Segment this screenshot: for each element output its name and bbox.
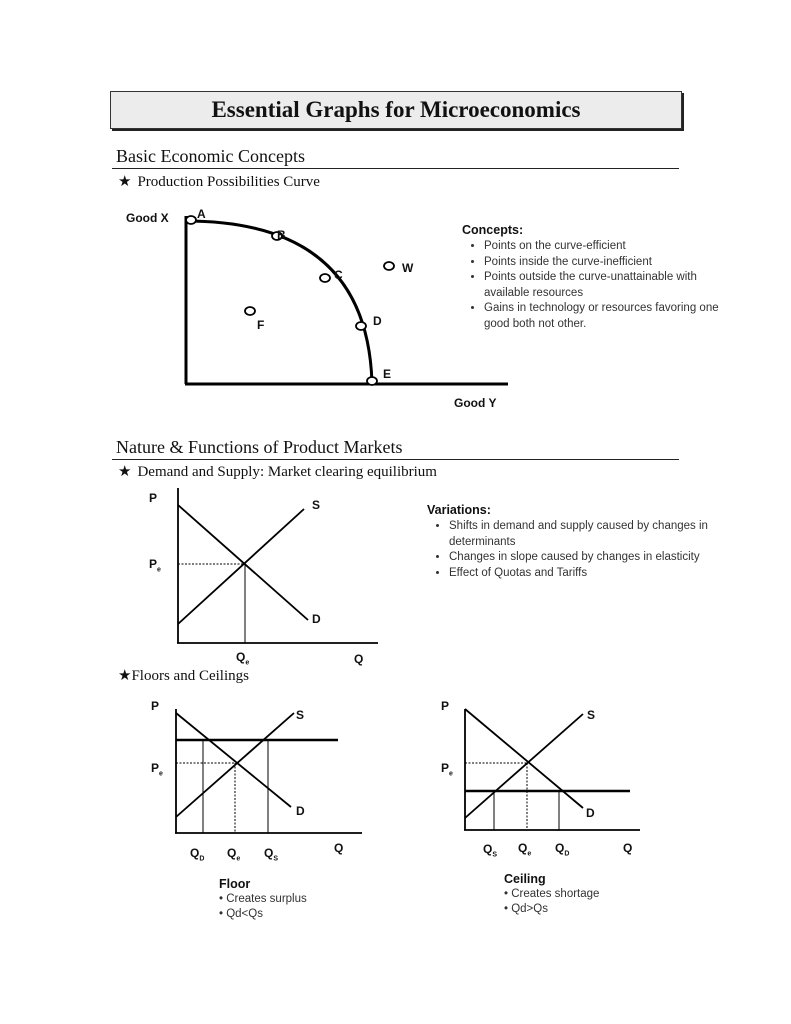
ppc-y-axis-label: Good X bbox=[126, 211, 169, 225]
subheading-demand-supply-bold: Demand and Supply bbox=[137, 464, 260, 480]
star-icon: ★ bbox=[118, 668, 132, 684]
ceiling-note-line: • Creates shortage bbox=[504, 888, 600, 900]
point-f-label: F bbox=[257, 318, 265, 332]
point-w-label: W bbox=[402, 261, 414, 275]
ppc-x-axis-label: Good Y bbox=[454, 396, 497, 410]
ceiling-qs-label: $Q_S$ bbox=[483, 842, 498, 859]
floor-qe-label: $Q_e$ bbox=[227, 846, 241, 863]
page-title: Essential Graphs for Microeconomics bbox=[211, 97, 581, 122]
variation-item: • Effect of Quotas and Tariffs bbox=[449, 566, 727, 582]
floor-pe-label: $P_e$ bbox=[151, 761, 163, 778]
ds-qe-label: $Q_e$ bbox=[236, 650, 250, 667]
floor-title: Floor bbox=[219, 877, 251, 891]
point-e-label: E bbox=[383, 367, 392, 381]
star-icon: ★ bbox=[118, 464, 132, 480]
ds-d-label: D bbox=[312, 612, 321, 626]
variation-item: • Shifts in demand and supply caused by changes in determinants bbox=[449, 519, 727, 550]
ceiling-d-label: D bbox=[586, 806, 595, 820]
ceiling-q-label: Q bbox=[623, 841, 633, 855]
ceiling-s-label: S bbox=[587, 708, 596, 722]
ds-pe-label: $P_e$ bbox=[149, 557, 161, 574]
ceiling-note bbox=[504, 872, 599, 917]
ceiling-p-label: P bbox=[441, 699, 450, 713]
point-d-label: D bbox=[373, 314, 382, 328]
floor-qd-label: $Q_D$ bbox=[190, 846, 205, 863]
section-heading-basic-concepts: Basic Economic Concepts bbox=[116, 146, 305, 166]
subheading-demand-supply-rest: : Market clearing equilibrium bbox=[259, 464, 437, 480]
ds-p-label: P bbox=[149, 491, 158, 505]
point-b-label: B bbox=[277, 228, 286, 242]
concept-item: • Gains in technology or resources favoring one good both not other. bbox=[484, 301, 732, 332]
variation-item: • Changes in slope caused by changes in elasticity bbox=[449, 550, 727, 566]
concept-item: • Points outside the curve-unattainable with available resources bbox=[484, 270, 732, 301]
star-icon: ★ bbox=[118, 174, 132, 190]
floor-note-line: • Creates surplus bbox=[219, 893, 307, 905]
point-a-label: A bbox=[197, 207, 206, 221]
ceiling-qe-label: $Q_e$ bbox=[518, 841, 532, 858]
floor-note-line: • Qd<Qs bbox=[219, 908, 263, 920]
floor-s-label: S bbox=[296, 708, 305, 722]
concepts-heading: Concepts: bbox=[462, 223, 524, 237]
ceiling-supply-line bbox=[465, 714, 583, 818]
concept-item: • Points on the curve-efficient bbox=[484, 239, 732, 255]
concept-item: • Points inside the curve-inefficient bbox=[484, 255, 732, 271]
ceiling-pe-label: $P_e$ bbox=[441, 761, 453, 778]
ds-s-label: S bbox=[312, 498, 321, 512]
ceiling-qd-label: $Q_D$ bbox=[555, 841, 570, 858]
floor-d-label: D bbox=[296, 804, 305, 818]
floor-qs-label: $Q_S$ bbox=[264, 846, 279, 863]
floor-q-label: Q bbox=[334, 841, 344, 855]
floor-p-label: P bbox=[151, 699, 160, 713]
ds-q-label: Q bbox=[354, 652, 364, 666]
section-heading-product-markets: Nature & Functions of Product Markets bbox=[116, 437, 403, 457]
subheading-ppc-text: Production Possibilities Curve bbox=[137, 174, 320, 190]
point-c-label: C bbox=[334, 268, 343, 282]
ceiling-title: Ceiling bbox=[504, 872, 546, 886]
ceiling-note-line: • Qd>Qs bbox=[504, 903, 548, 915]
subheading-floors-ceilings-text: Floors and Ceilings bbox=[131, 668, 249, 684]
ceiling-demand-line bbox=[465, 709, 583, 808]
variations-heading: Variations: bbox=[427, 503, 491, 517]
